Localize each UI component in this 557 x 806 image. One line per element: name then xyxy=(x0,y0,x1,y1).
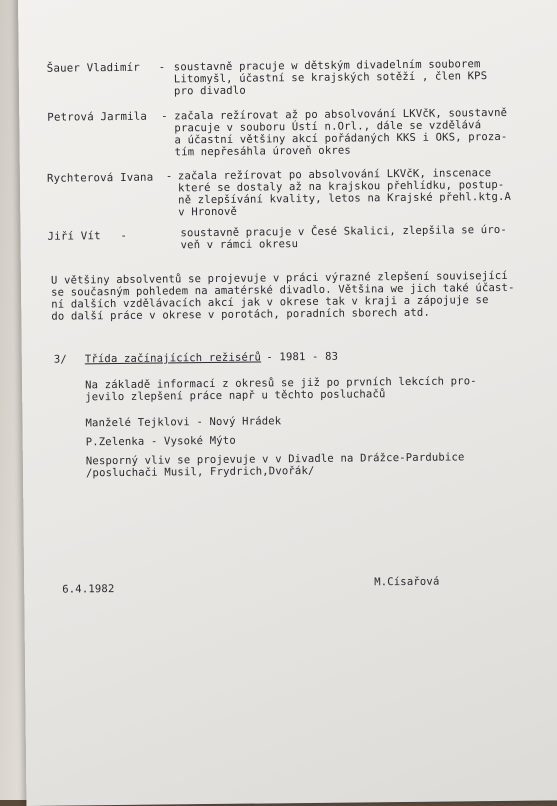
entry-name: Šauer Vladimír xyxy=(46,60,140,75)
section-intro-line: jevilo zlepšení práce např u těchto posluchačů xyxy=(85,388,386,404)
entry-name: Rychterová Ivana xyxy=(46,170,154,185)
section-title: Třída začínajících režisérů xyxy=(84,351,262,366)
entry-line: veň v rámci okresu xyxy=(180,238,299,252)
section-intro-line: Na základě informací z okresů se již po prvních lekcích pro- xyxy=(85,375,477,392)
entry-line: tím nepřesáhla úroveň okres xyxy=(174,144,351,159)
entry-line: pracuje v souboru Ústí n.Orl., dále se vzdělává xyxy=(174,119,482,135)
entry-dash: - xyxy=(161,110,168,123)
entry-line: soustavně pracuje v Česé Skalici, zlepšila se úro- xyxy=(180,223,507,240)
entry-name: Jiří Vít xyxy=(47,229,101,243)
entry-dash: - xyxy=(120,229,128,242)
summary-line: ní dalších vzdělávacích akcí jak v okrese tak v kraji a zápojuje se xyxy=(51,294,489,311)
entry-line: ně zlepšívání kvality, letos na Krajské přehl.ktg.A xyxy=(178,190,512,207)
summary-line: se současným pohledem na amatérské divadlo. Většina we jich také účast- xyxy=(51,281,515,299)
entry-line: které se dostaly až na krajskou přehlídku, postup- xyxy=(177,178,505,195)
section-note-line: Nesporný vliv se projevuje v v Divadle na Drážce-Pardubice xyxy=(85,451,465,468)
list-item: Manželé Tejklovi - Nový Hrádek xyxy=(85,415,282,430)
entry-line: začala režírovat až po absolvování LKVčK, soustavně xyxy=(174,106,508,123)
section-years: - 1981 - 83 xyxy=(259,350,339,364)
summary-line: do další práce v okrese v porotách, poradních sborech atd. xyxy=(51,306,431,323)
entry-dash: - xyxy=(158,61,166,74)
document-page xyxy=(18,0,557,806)
list-item: P.Zelenka - Vysoké Mýto xyxy=(85,434,236,449)
signature: M.Císařová xyxy=(374,575,440,589)
summary-line: U většiny absolventů se projevuje v práci výrazné zlepšení související xyxy=(50,269,508,287)
entry-line: pro divadlo xyxy=(173,84,246,98)
section-number: 3/ xyxy=(53,353,67,366)
entry-line: Litomyšl, účastní se krajských sotěží , člen KPS xyxy=(173,70,488,86)
entry-line: soustavně pracuje w dětským divadelním souborem xyxy=(173,58,481,74)
entry-line: v Hronově xyxy=(178,205,238,219)
entry-dash: - xyxy=(165,170,173,183)
entry-line: a účastní většiny akcí pořádaných KKS i OKS, proza- xyxy=(174,130,508,147)
section-note-line: /posluchači Musil, Frydrich,Dvořák/ xyxy=(85,464,315,480)
entry-line: začala režírovat po absolvování LKVčK, inscenace xyxy=(177,167,492,183)
document-date: 6.4.1982 xyxy=(62,583,115,596)
entry-name: Petrová Jarmila xyxy=(47,109,148,124)
